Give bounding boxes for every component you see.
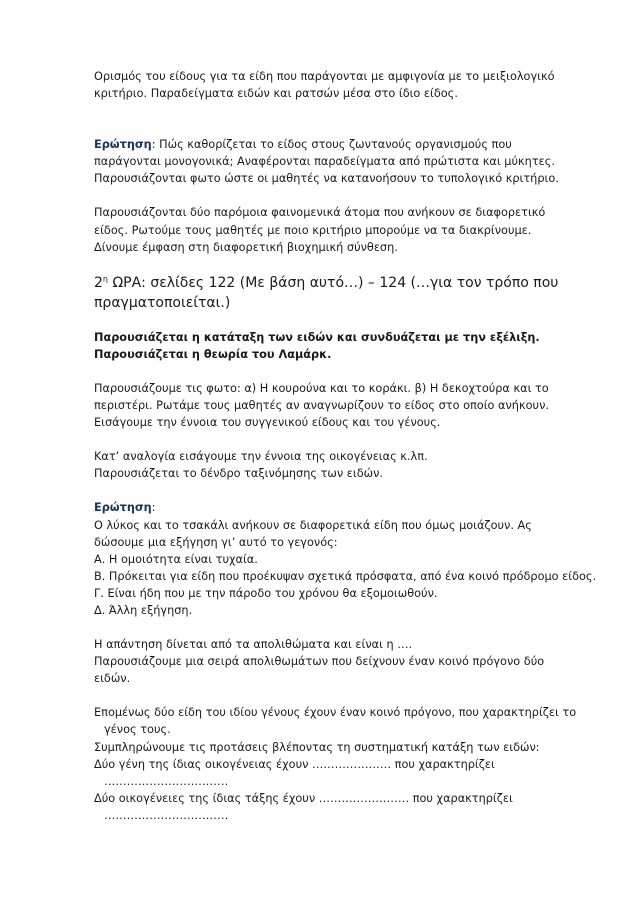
question-colon: : — [151, 501, 156, 515]
fill-in-line: Δύο γένη της ίδιας οικογένειας έχουν ………………… που χαρακτηρίζει …………………………… — [94, 757, 495, 788]
option-c: Γ. Είναι ήδη που με την πάροδο του χρόνου θα εξομοιωθούν. — [94, 586, 438, 600]
spacer — [94, 119, 598, 136]
text-line: Κατ’ αναλογία εισάγουμε την έννοια της οικογένειας κ.λπ. — [94, 450, 428, 464]
heading-line: πραγματοποιείται.) — [94, 294, 231, 311]
heading-line — [94, 273, 598, 293]
hour-superscript: η — [102, 274, 108, 284]
paragraph-photos — [94, 380, 598, 431]
fill-in-line: Δύο οικογένειες της ίδιας τάξης έχουν …………………… που χαρακτηρίζει …………………………… — [94, 791, 513, 822]
question-2 — [94, 499, 598, 619]
text-line: Δίνουμε έμφαση στη διαφορετική βιοχημική σύνθεση. — [94, 240, 398, 254]
text-line: Παρουσιάζουμε τις φωτο: α) Η κουρούνα και το κοράκι. β) Η δεκοχτούρα και το — [94, 381, 549, 395]
option-b: Β. Πρόκειται για είδη που προέκυψαν σχετικά πρόσφατα, από ένα κοινό πρόδρομο είδος. — [94, 569, 597, 583]
text-line — [94, 136, 598, 153]
question-label: Ερώτηση — [94, 501, 152, 515]
text-line: Ο λύκος και το τσακάλι ανήκουν σε διαφορετικά είδη που όμως μοιάζουν. Ας — [94, 518, 532, 532]
text-line: είδος. Ρωτούμε τους μαθητές με ποιο κριτήριο μπορούμε να τα διακρίνουμε. — [94, 223, 532, 237]
text-line: Συμπληρώνουμε τις προτάσεις βλέποντας τη συστηματική κατάξη των ειδών: — [94, 740, 540, 754]
question-1 — [94, 136, 598, 187]
text-line: Παρουσιάζεται η θεωρία του Λαμάρκ. — [94, 347, 332, 361]
text-line: δώσουμε μια εξήγηση γι’ αυτό το γεγονός: — [94, 535, 338, 549]
text-line: παράγονται μονογονικά; Αναφέρονται παραδείγματα από πρώτιστα και μύκητες. — [94, 155, 555, 169]
text-line: Παρουσιάζεται το δένδρο ταξινόμησης των ειδών. — [94, 467, 383, 481]
text-line: Εισάγουμε την έννοια του συγγενικού είδους και του γένους. — [94, 416, 441, 430]
question-label: Ερώτηση — [94, 138, 152, 152]
paragraph-fossils — [94, 636, 598, 687]
paragraph-conclusion — [94, 704, 598, 824]
text-line: Παρουσιάζονται δύο παρόμοια φαινομενικά άτομα που ανήκουν σε διαφορετικό — [94, 206, 546, 220]
text-line: Παρουσιάζεται η κατάταξη των ειδών και συνδυάζεται με την εξέλιξη. — [94, 330, 540, 344]
option-d: Δ. Άλλη εξήγηση. — [94, 603, 193, 617]
text-line: Η απάντηση δίνεται από τα απολιθώματα και είναι η …. — [94, 638, 413, 652]
text-line: Επομένως δύο είδη του ιδίου γένους έχουν έναν κοινό πρόγονο, που χαρακτηρίζει το γένος τους. — [94, 706, 577, 737]
paragraph-similar-individuals — [94, 204, 598, 255]
text-line: Παρουσιάζονται φωτο ώστε οι μαθητές να κατανοήσουν το τυπολογικό κριτήριο. — [94, 172, 559, 186]
text-line: Παρουσιάζουμε μια σειρά απολιθωμάτων που δείχνουν έναν κοινό πρόγονο δύο — [94, 655, 545, 669]
option-a: Α. Η ομοιότητα είναι τυχαία. — [94, 552, 258, 566]
text-line: κριτήριο. Παραδείγματα ειδών και ρατσών μέσα στο ίδιο είδος. — [94, 87, 458, 101]
text-line: περιστέρι. Ρωτάμε τους μαθητές αν αναγνωρίζουν το είδος στο οποίο ανήκουν. — [94, 399, 549, 413]
paragraph-species-definition — [94, 68, 598, 102]
hour-number: 2 — [94, 274, 103, 291]
hour-title: ΩΡΑ: σελίδες 122 (Με βάση αυτό…) – 124 (…για τον τρόπο που — [108, 274, 559, 291]
bold-summary — [94, 329, 598, 363]
text-line: Ορισμός του είδους για τα είδη που παράγονται με αμφιγονία με το μειξιολογικό — [94, 70, 555, 83]
text-line: ειδών. — [94, 672, 131, 686]
paragraph-family — [94, 448, 598, 482]
hour-2-heading — [94, 273, 598, 313]
text-line — [94, 499, 598, 516]
question-text: : Πώς καθορίζεται το είδος στους ζωντανούς οργανισμούς που — [151, 138, 512, 152]
